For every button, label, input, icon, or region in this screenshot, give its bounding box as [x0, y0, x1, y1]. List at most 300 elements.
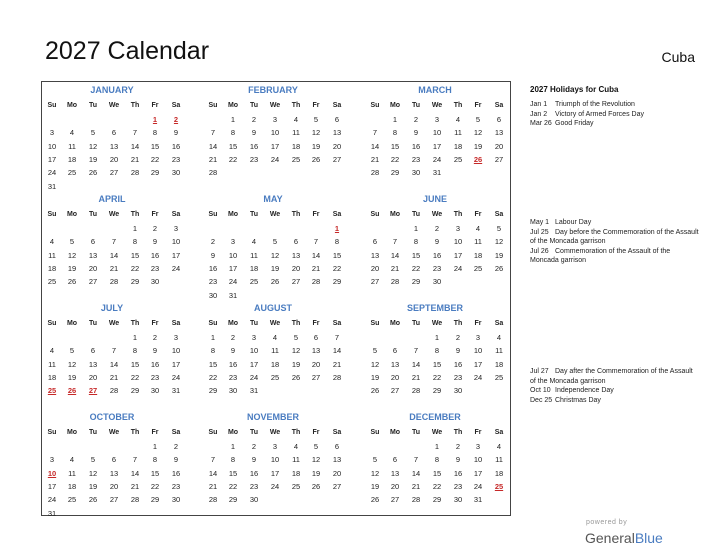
holiday-name: Commemoration of the Assault of the Moncada garrison: [530, 247, 671, 264]
day-cell: 24: [473, 481, 483, 491]
day-cell: 28: [109, 386, 119, 396]
weekday-label: Sa: [332, 211, 342, 218]
week-row: [42, 507, 192, 520]
week-row: [203, 289, 353, 302]
day-cell: 7: [132, 128, 138, 138]
day-cell: 31: [228, 290, 238, 300]
day-cell: 16: [411, 141, 421, 151]
day-cell: 18: [67, 154, 77, 164]
weekday-header: [203, 208, 353, 221]
day-cell: 25: [67, 168, 77, 178]
day-cell: 30: [411, 168, 421, 178]
day-cell: 16: [150, 359, 160, 369]
day-cell: 18: [291, 141, 301, 151]
day-cell: 3: [455, 224, 461, 233]
holiday-date: May 1: [530, 219, 550, 226]
holiday-list-q2: [530, 218, 700, 266]
weekday-label: Tu: [411, 102, 421, 109]
week-row: [203, 126, 353, 139]
week-row: [42, 275, 192, 288]
week-row: [42, 180, 192, 193]
day-cell: 22: [150, 481, 160, 491]
day-cell: 22: [411, 263, 421, 273]
day-cell: 13: [494, 128, 504, 138]
day-cell: 2: [152, 224, 158, 233]
day-cell: 7: [111, 237, 117, 247]
weekday-label: We: [108, 102, 120, 109]
day-cell: 20: [390, 481, 400, 491]
day-cell: 13: [291, 250, 301, 260]
day-cell: 6: [372, 237, 378, 247]
day-cell: 10: [270, 455, 280, 465]
day-cell: 9: [455, 455, 461, 465]
holiday-date: Mar 26: [530, 120, 552, 127]
day-cell: 29: [130, 277, 140, 287]
day-cell: 17: [270, 468, 280, 478]
day-cell: 12: [370, 468, 380, 478]
week-row: [42, 222, 192, 235]
weekday-label: Fr: [151, 211, 159, 218]
weekday-label: Sa: [494, 429, 504, 436]
day-cell: 12: [291, 346, 301, 356]
weekday-label: Fr: [151, 429, 159, 436]
weekday-label: Th: [453, 211, 463, 218]
day-cell: 4: [293, 115, 299, 124]
weekday-header: [365, 317, 515, 330]
weekday-label: Fr: [474, 211, 482, 218]
day-cell: 5: [272, 237, 278, 247]
week-row: [42, 384, 192, 397]
day-cell: 22: [332, 263, 342, 273]
day-cell: 13: [332, 455, 342, 465]
week-row: [203, 493, 353, 506]
day-cell: 21: [109, 372, 119, 382]
day-cell: 13: [332, 128, 342, 138]
day-cell: 29: [432, 386, 442, 396]
day-cell: 26: [370, 386, 380, 396]
day-cell: 13: [109, 141, 119, 151]
day-cell: 21: [109, 263, 119, 273]
day-cell: 20: [291, 263, 301, 273]
day-cell: 15: [150, 141, 160, 151]
day-cell: 7: [132, 455, 138, 465]
day-cell: 1: [434, 442, 440, 451]
weekday-label: Fr: [151, 320, 159, 327]
day-cell: 22: [432, 372, 442, 382]
day-cell: 31: [171, 386, 181, 396]
weekday-label: Mo: [227, 102, 239, 109]
holiday-list-q1: [530, 100, 700, 129]
holiday-day: 25: [47, 386, 57, 396]
week-row: [365, 275, 515, 288]
day-cell: 27: [311, 372, 321, 382]
day-cell: 6: [111, 128, 117, 138]
day-cell: 7: [413, 455, 419, 465]
day-cell: 2: [455, 333, 461, 342]
weekday-label: Mo: [227, 211, 239, 218]
day-cell: 23: [171, 154, 181, 164]
day-cell: 15: [432, 468, 442, 478]
day-cell: 24: [270, 481, 280, 491]
day-cell: 5: [313, 442, 319, 451]
day-cell: 12: [67, 359, 77, 369]
holiday-entry: [530, 218, 700, 228]
day-cell: 13: [370, 250, 380, 260]
weekday-label: Su: [370, 102, 380, 109]
day-cell: 30: [171, 495, 181, 505]
day-cell: 16: [249, 141, 259, 151]
day-cell: 5: [90, 128, 96, 138]
day-cell: 29: [150, 168, 160, 178]
day-cell: 31: [432, 168, 442, 178]
day-cell: 28: [109, 277, 119, 287]
day-cell: 19: [311, 468, 321, 478]
week-row: [203, 222, 353, 235]
holiday-day: 27: [88, 386, 98, 396]
month-name: SEPTEMBER: [406, 303, 463, 313]
month-name: JULY: [100, 303, 124, 313]
day-cell: 11: [68, 468, 76, 478]
week-row: [203, 371, 353, 384]
weekday-label: Tu: [88, 429, 98, 436]
day-cell: 16: [453, 359, 463, 369]
day-cell: 2: [251, 442, 257, 451]
day-cell: 28: [411, 386, 421, 396]
day-cell: 9: [455, 346, 461, 356]
day-cell: 14: [390, 250, 400, 260]
day-cell: 20: [494, 141, 504, 151]
day-cell: 21: [208, 481, 218, 491]
day-cell: 28: [332, 372, 342, 382]
day-cell: 4: [49, 346, 55, 356]
day-cell: 15: [390, 141, 400, 151]
week-row: [203, 358, 353, 371]
day-cell: 12: [494, 237, 504, 247]
week-row: [42, 166, 192, 179]
week-row: [203, 440, 353, 453]
day-cell: 5: [372, 346, 378, 356]
day-cell: 23: [150, 263, 160, 273]
weekday-label: We: [431, 429, 443, 436]
weekday-label: Su: [208, 102, 218, 109]
day-cell: 26: [88, 495, 98, 505]
weekday-label: Su: [208, 320, 218, 327]
day-cell: 11: [474, 237, 482, 247]
weekday-label: Fr: [312, 102, 320, 109]
day-cell: 17: [270, 141, 280, 151]
day-cell: 24: [171, 372, 181, 382]
day-cell: 18: [67, 481, 77, 491]
day-cell: 18: [494, 468, 504, 478]
weekday-header: [365, 208, 515, 221]
day-cell: 14: [130, 141, 140, 151]
week-row: [203, 480, 353, 493]
day-cell: 10: [171, 237, 181, 247]
day-cell: 12: [88, 141, 98, 151]
day-cell: 27: [370, 277, 380, 287]
day-cell: 29: [390, 168, 400, 178]
week-row: [365, 384, 515, 397]
week-row: [42, 344, 192, 357]
weekday-label: Tu: [249, 211, 259, 218]
week-row: [42, 262, 192, 275]
weekday-label: Tu: [411, 320, 421, 327]
day-cell: 30: [453, 386, 463, 396]
weekday-label: Fr: [474, 429, 482, 436]
day-cell: 17: [473, 359, 483, 369]
day-cell: 5: [372, 455, 378, 465]
day-cell: 13: [88, 250, 98, 260]
day-cell: 19: [473, 141, 483, 151]
day-cell: 26: [494, 263, 504, 273]
day-cell: 28: [370, 168, 380, 178]
day-cell: 2: [455, 442, 461, 451]
weekday-label: Mo: [66, 320, 78, 327]
day-cell: 29: [432, 495, 442, 505]
week-row: [203, 384, 353, 397]
week-row: [365, 126, 515, 139]
holiday-entry: [530, 396, 700, 406]
day-cell: 20: [390, 372, 400, 382]
day-cell: 26: [370, 495, 380, 505]
day-cell: 8: [210, 346, 216, 356]
day-cell: 29: [130, 386, 140, 396]
day-cell: 15: [208, 359, 218, 369]
holiday-date: Jul 25: [530, 228, 549, 236]
day-cell: 3: [272, 115, 278, 124]
day-cell: 22: [432, 481, 442, 491]
week-row: [42, 113, 192, 126]
day-cell: 17: [47, 481, 57, 491]
week-row: [203, 467, 353, 480]
weekday-label: We: [431, 211, 443, 218]
week-row: [203, 140, 353, 153]
day-cell: 12: [370, 359, 380, 369]
day-cell: 1: [230, 115, 236, 124]
day-cell: 23: [150, 372, 160, 382]
day-cell: 7: [413, 346, 419, 356]
holiday-day: 1: [334, 224, 340, 233]
day-cell: 23: [171, 481, 181, 491]
weekday-label: Fr: [151, 102, 159, 109]
country-label: Cuba: [661, 49, 695, 65]
day-cell: 12: [311, 128, 321, 138]
day-cell: 15: [411, 250, 421, 260]
month-name: FEBRUARY: [248, 85, 298, 95]
day-cell: 2: [413, 115, 419, 124]
weekday-label: Th: [291, 429, 301, 436]
weekday-label: Sa: [332, 429, 342, 436]
day-cell: 15: [150, 468, 160, 478]
month-name: NOVEMBER: [246, 412, 299, 422]
day-cell: 18: [270, 359, 280, 369]
day-cell: 26: [291, 372, 301, 382]
page-title: 2027 Calendar: [45, 37, 210, 65]
holiday-day: 26: [67, 386, 77, 396]
weekday-label: Th: [453, 102, 463, 109]
week-row: [42, 371, 192, 384]
day-cell: 16: [249, 468, 259, 478]
holiday-name: Good Friday: [555, 120, 594, 127]
day-cell: 25: [291, 154, 301, 164]
weekday-label: Tu: [88, 102, 98, 109]
day-cell: 13: [88, 359, 98, 369]
day-cell: 29: [411, 277, 421, 287]
month-name: MAY: [263, 194, 283, 204]
day-cell: 6: [313, 333, 319, 342]
weekday-label: Sa: [171, 211, 181, 218]
day-cell: 30: [228, 386, 238, 396]
day-cell: 11: [250, 250, 258, 260]
day-cell: 1: [413, 224, 419, 233]
day-cell: 17: [432, 141, 442, 151]
day-cell: 27: [109, 495, 119, 505]
holiday-date: Jul 27: [530, 368, 549, 375]
day-cell: 27: [390, 386, 400, 396]
day-cell: 9: [152, 237, 158, 247]
weekday-label: We: [431, 102, 443, 109]
day-cell: 30: [208, 290, 218, 300]
day-cell: 2: [210, 237, 216, 247]
day-cell: 3: [49, 128, 55, 138]
holiday-name: Day before the Commemoration of the Assault of the Moncada garrison: [530, 228, 699, 245]
weekday-label: Fr: [474, 320, 482, 327]
day-cell: 14: [130, 468, 140, 478]
day-cell: 30: [150, 386, 160, 396]
day-cell: 21: [411, 372, 421, 382]
day-cell: 24: [432, 154, 442, 164]
day-cell: 1: [392, 115, 398, 124]
holiday-name: Triumph of the Revolution: [555, 101, 635, 108]
day-cell: 8: [434, 455, 440, 465]
week-row: [203, 166, 353, 179]
day-cell: 17: [171, 359, 181, 369]
day-cell: 7: [111, 346, 117, 356]
day-cell: 20: [88, 372, 98, 382]
holiday-list-q3: [530, 367, 700, 405]
weekday-label: Fr: [312, 320, 320, 327]
day-cell: 12: [311, 455, 321, 465]
day-cell: 8: [413, 237, 419, 247]
day-cell: 21: [390, 263, 400, 273]
day-cell: 9: [230, 346, 236, 356]
day-cell: 9: [434, 237, 440, 247]
day-cell: 25: [67, 495, 77, 505]
day-cell: 29: [208, 386, 218, 396]
weekday-label: Mo: [66, 102, 78, 109]
day-cell: 2: [152, 333, 158, 342]
day-cell: 29: [150, 495, 160, 505]
day-cell: 21: [208, 154, 218, 164]
day-cell: 24: [47, 168, 57, 178]
day-cell: 11: [292, 128, 300, 138]
holiday-entry: [530, 386, 700, 396]
week-row: [42, 493, 192, 506]
day-cell: 21: [370, 154, 380, 164]
day-cell: 14: [208, 468, 218, 478]
week-row: [203, 262, 353, 275]
day-cell: 10: [249, 346, 259, 356]
day-cell: 13: [390, 468, 400, 478]
weekday-header: [42, 99, 192, 112]
day-cell: 25: [249, 277, 259, 287]
weekday-header: [42, 317, 192, 330]
day-cell: 12: [270, 250, 280, 260]
day-cell: 13: [390, 359, 400, 369]
holiday-day: 1: [152, 115, 158, 124]
weekday-label: Su: [370, 429, 380, 436]
day-cell: 5: [69, 237, 75, 247]
day-cell: 22: [150, 154, 160, 164]
day-cell: 25: [453, 154, 463, 164]
holiday-day: 2: [173, 115, 179, 124]
week-row: [365, 467, 515, 480]
day-cell: 17: [171, 250, 181, 260]
day-cell: 24: [453, 263, 463, 273]
day-cell: 17: [473, 468, 483, 478]
day-cell: 8: [152, 455, 158, 465]
weekday-label: Su: [370, 211, 380, 218]
day-cell: 20: [332, 141, 342, 151]
day-cell: 11: [68, 141, 76, 151]
day-cell: 6: [496, 115, 502, 124]
day-cell: 4: [455, 115, 461, 124]
weekday-label: We: [269, 320, 281, 327]
week-row: [42, 453, 192, 466]
weekday-label: Su: [208, 211, 218, 218]
weekday-label: Su: [47, 320, 57, 327]
weekday-label: Tu: [249, 429, 259, 436]
day-cell: 10: [171, 346, 181, 356]
weekday-label: Sa: [171, 102, 181, 109]
day-cell: 25: [270, 372, 280, 382]
week-row: [203, 249, 353, 262]
weekday-label: Th: [453, 320, 463, 327]
day-cell: 10: [473, 346, 483, 356]
holidays-title: 2027 Holidays for Cuba: [530, 85, 619, 94]
day-cell: 6: [111, 455, 117, 465]
week-row: [203, 235, 353, 248]
weekday-label: We: [269, 211, 281, 218]
day-cell: 7: [372, 128, 378, 138]
week-row: [42, 140, 192, 153]
day-cell: 27: [291, 277, 301, 287]
day-cell: 14: [411, 468, 421, 478]
holiday-day: 10: [47, 468, 57, 478]
holiday-entry: [530, 228, 700, 247]
day-cell: 19: [370, 481, 380, 491]
weekday-label: Su: [47, 429, 57, 436]
holiday-date: Dec 25: [530, 396, 553, 404]
day-cell: 8: [230, 455, 236, 465]
day-cell: 28: [130, 168, 140, 178]
day-cell: 16: [208, 263, 218, 273]
day-cell: 4: [69, 455, 75, 465]
week-row: [203, 331, 353, 344]
day-cell: 11: [48, 359, 56, 369]
day-cell: 18: [249, 263, 259, 273]
day-cell: 25: [494, 372, 504, 382]
day-cell: 21: [332, 359, 342, 369]
day-cell: 6: [293, 237, 299, 247]
week-row: [42, 331, 192, 344]
month-name: MARCH: [418, 85, 452, 95]
day-cell: 18: [47, 372, 57, 382]
day-cell: 9: [251, 128, 257, 138]
day-cell: 4: [496, 442, 502, 451]
week-row: [42, 467, 192, 480]
week-row: [365, 140, 515, 153]
